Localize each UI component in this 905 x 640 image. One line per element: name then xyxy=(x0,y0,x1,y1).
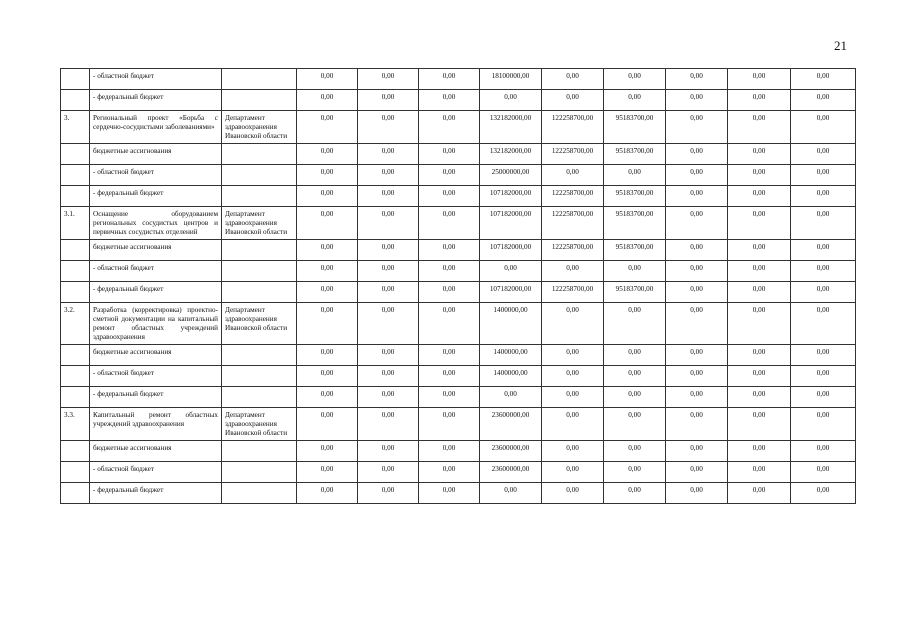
row-number-cell: 3.1. xyxy=(61,207,90,240)
row-number-cell xyxy=(61,345,90,366)
table-row-subitem xyxy=(61,90,856,111)
value-cell: 0,00 xyxy=(791,144,856,165)
value-cell: 95183700,00 xyxy=(604,207,666,240)
value-cell: 0,00 xyxy=(480,261,542,282)
value-cell: 0,00 xyxy=(791,303,856,345)
value-cell: 0,00 xyxy=(728,165,791,186)
value-cell: 23600000,00 xyxy=(480,408,542,441)
value-cell: 0,00 xyxy=(358,261,419,282)
table-row-subitem xyxy=(61,165,856,186)
value-cell: 0,00 xyxy=(666,282,728,303)
table-row-item xyxy=(61,111,856,144)
value-cell: 0,00 xyxy=(728,282,791,303)
value-cell: 0,00 xyxy=(791,207,856,240)
value-cell: 0,00 xyxy=(666,207,728,240)
table-row-subitem xyxy=(61,483,856,504)
value-cell: 0,00 xyxy=(666,261,728,282)
value-cell: 0,00 xyxy=(666,441,728,462)
value-cell: 0,00 xyxy=(728,441,791,462)
value-cell: 0,00 xyxy=(791,261,856,282)
value-cell: 0,00 xyxy=(728,483,791,504)
value-cell: 0,00 xyxy=(791,462,856,483)
executor-cell xyxy=(222,240,297,261)
executor-cell xyxy=(222,69,297,90)
table-row-subitem xyxy=(61,186,856,207)
row-number-cell xyxy=(61,69,90,90)
value-cell: 25000000,00 xyxy=(480,165,542,186)
row-number-cell xyxy=(61,186,90,207)
executor-cell xyxy=(222,90,297,111)
value-cell: 0,00 xyxy=(728,303,791,345)
value-cell: 0,00 xyxy=(666,144,728,165)
row-name-cell: - областной бюджет xyxy=(90,462,222,483)
row-name-cell: - федеральный бюджет xyxy=(90,186,222,207)
value-cell: 107182000,00 xyxy=(480,207,542,240)
page-number: 21 xyxy=(834,38,847,53)
value-cell: 0,00 xyxy=(604,387,666,408)
row-number-cell xyxy=(61,282,90,303)
executor-cell: Департамент здравоохранения Ивановской области xyxy=(222,408,297,441)
value-cell: 0,00 xyxy=(542,387,604,408)
value-cell: 0,00 xyxy=(297,261,358,282)
value-cell: 0,00 xyxy=(358,69,419,90)
value-cell: 0,00 xyxy=(728,90,791,111)
value-cell: 0,00 xyxy=(728,111,791,144)
value-cell: 0,00 xyxy=(358,90,419,111)
value-cell: 0,00 xyxy=(358,387,419,408)
table-row-subitem xyxy=(61,69,856,90)
value-cell: 0,00 xyxy=(728,387,791,408)
row-number-cell xyxy=(61,441,90,462)
value-cell: 0,00 xyxy=(480,483,542,504)
value-cell: 0,00 xyxy=(728,207,791,240)
value-cell: 0,00 xyxy=(604,462,666,483)
value-cell: 0,00 xyxy=(419,240,480,261)
value-cell: 0,00 xyxy=(480,90,542,111)
value-cell: 0,00 xyxy=(666,345,728,366)
value-cell: 0,00 xyxy=(791,186,856,207)
value-cell: 0,00 xyxy=(542,441,604,462)
value-cell: 0,00 xyxy=(297,186,358,207)
value-cell: 0,00 xyxy=(666,186,728,207)
value-cell: 0,00 xyxy=(542,69,604,90)
row-name-cell: бюджетные ассигнования xyxy=(90,345,222,366)
value-cell: 0,00 xyxy=(419,186,480,207)
value-cell: 0,00 xyxy=(791,345,856,366)
value-cell: 0,00 xyxy=(358,240,419,261)
table-row-item xyxy=(61,303,856,345)
table-row-subitem xyxy=(61,144,856,165)
value-cell: 0,00 xyxy=(728,462,791,483)
row-name-cell: - федеральный бюджет xyxy=(90,387,222,408)
executor-cell xyxy=(222,462,297,483)
value-cell: 0,00 xyxy=(419,261,480,282)
value-cell: 95183700,00 xyxy=(604,240,666,261)
row-name-cell: бюджетные ассигнования xyxy=(90,240,222,261)
value-cell: 23600000,00 xyxy=(480,462,542,483)
value-cell: 0,00 xyxy=(791,240,856,261)
executor-cell xyxy=(222,165,297,186)
row-name-cell: Региональный проект «Борьба с сердечно-сосудистыми заболеваниями» xyxy=(90,111,222,144)
row-number-cell: 3. xyxy=(61,111,90,144)
value-cell: 107182000,00 xyxy=(480,240,542,261)
value-cell: 122258700,00 xyxy=(542,282,604,303)
value-cell: 122258700,00 xyxy=(542,207,604,240)
value-cell: 0,00 xyxy=(358,144,419,165)
value-cell: 1400000,00 xyxy=(480,345,542,366)
value-cell: 0,00 xyxy=(728,261,791,282)
value-cell: 0,00 xyxy=(419,144,480,165)
value-cell: 0,00 xyxy=(666,111,728,144)
value-cell: 0,00 xyxy=(419,345,480,366)
value-cell: 0,00 xyxy=(542,462,604,483)
value-cell: 95183700,00 xyxy=(604,186,666,207)
value-cell: 0,00 xyxy=(604,90,666,111)
value-cell: 122258700,00 xyxy=(542,240,604,261)
value-cell: 0,00 xyxy=(297,483,358,504)
value-cell: 0,00 xyxy=(542,165,604,186)
value-cell: 1400000,00 xyxy=(480,366,542,387)
value-cell: 0,00 xyxy=(666,240,728,261)
value-cell: 122258700,00 xyxy=(542,111,604,144)
value-cell: 1400000,00 xyxy=(480,303,542,345)
table-row-subitem xyxy=(61,261,856,282)
table-row-subitem xyxy=(61,387,856,408)
value-cell: 0,00 xyxy=(604,441,666,462)
row-name-cell: - областной бюджет xyxy=(90,69,222,90)
value-cell: 0,00 xyxy=(666,462,728,483)
value-cell: 0,00 xyxy=(419,303,480,345)
value-cell: 0,00 xyxy=(791,69,856,90)
value-cell: 0,00 xyxy=(480,387,542,408)
value-cell: 0,00 xyxy=(604,345,666,366)
value-cell: 0,00 xyxy=(604,408,666,441)
value-cell: 0,00 xyxy=(297,303,358,345)
executor-cell xyxy=(222,261,297,282)
value-cell: 0,00 xyxy=(791,483,856,504)
value-cell: 0,00 xyxy=(791,366,856,387)
value-cell: 0,00 xyxy=(542,408,604,441)
value-cell: 0,00 xyxy=(358,282,419,303)
value-cell: 0,00 xyxy=(728,366,791,387)
value-cell: 0,00 xyxy=(419,408,480,441)
value-cell: 0,00 xyxy=(542,90,604,111)
value-cell: 0,00 xyxy=(358,462,419,483)
executor-cell xyxy=(222,186,297,207)
value-cell: 0,00 xyxy=(666,69,728,90)
value-cell: 0,00 xyxy=(542,261,604,282)
value-cell: 122258700,00 xyxy=(542,186,604,207)
executor-cell xyxy=(222,345,297,366)
value-cell: 0,00 xyxy=(666,408,728,441)
value-cell: 0,00 xyxy=(297,240,358,261)
value-cell: 0,00 xyxy=(666,165,728,186)
row-name-cell: - областной бюджет xyxy=(90,165,222,186)
value-cell: 0,00 xyxy=(728,345,791,366)
value-cell: 0,00 xyxy=(542,345,604,366)
value-cell: 0,00 xyxy=(297,69,358,90)
value-cell: 0,00 xyxy=(358,165,419,186)
value-cell: 23600000,00 xyxy=(480,441,542,462)
value-cell: 0,00 xyxy=(542,483,604,504)
table-row-item xyxy=(61,207,856,240)
value-cell: 0,00 xyxy=(604,303,666,345)
row-number-cell xyxy=(61,165,90,186)
value-cell: 0,00 xyxy=(297,441,358,462)
executor-cell xyxy=(222,387,297,408)
value-cell: 0,00 xyxy=(419,207,480,240)
executor-cell: Департамент здравоохранения Ивановской области xyxy=(222,111,297,144)
value-cell: 0,00 xyxy=(604,366,666,387)
row-number-cell xyxy=(61,483,90,504)
value-cell: 0,00 xyxy=(358,408,419,441)
row-name-cell: - федеральный бюджет xyxy=(90,282,222,303)
value-cell: 0,00 xyxy=(358,207,419,240)
value-cell: 132182000,00 xyxy=(480,111,542,144)
row-name-cell: Разработка (корректировка) проектно-сметной документации на капитальный ремонт областных учреждений здравоохранения xyxy=(90,303,222,345)
value-cell: 0,00 xyxy=(791,441,856,462)
row-number-cell xyxy=(61,240,90,261)
value-cell: 0,00 xyxy=(419,483,480,504)
table-row-subitem xyxy=(61,345,856,366)
value-cell: 95183700,00 xyxy=(604,144,666,165)
table-row-subitem xyxy=(61,240,856,261)
row-name-cell: - федеральный бюджет xyxy=(90,483,222,504)
value-cell: 0,00 xyxy=(419,282,480,303)
value-cell: 0,00 xyxy=(419,366,480,387)
value-cell: 0,00 xyxy=(666,387,728,408)
value-cell: 95183700,00 xyxy=(604,282,666,303)
budget-table xyxy=(60,68,856,504)
value-cell: 0,00 xyxy=(666,483,728,504)
value-cell: 0,00 xyxy=(604,483,666,504)
table-row-item xyxy=(61,408,856,441)
value-cell: 18100000,00 xyxy=(480,69,542,90)
value-cell: 0,00 xyxy=(358,111,419,144)
row-name-cell: Капитальный ремонт областных учреждений здравоохранения xyxy=(90,408,222,441)
table-row-subitem xyxy=(61,282,856,303)
value-cell: 0,00 xyxy=(297,144,358,165)
value-cell: 0,00 xyxy=(419,111,480,144)
row-number-cell xyxy=(61,261,90,282)
value-cell: 0,00 xyxy=(791,90,856,111)
row-number-cell xyxy=(61,144,90,165)
value-cell: 0,00 xyxy=(419,462,480,483)
value-cell: 0,00 xyxy=(297,462,358,483)
value-cell: 0,00 xyxy=(358,441,419,462)
value-cell: 107182000,00 xyxy=(480,282,542,303)
table-row-subitem xyxy=(61,366,856,387)
value-cell: 0,00 xyxy=(297,165,358,186)
value-cell: 0,00 xyxy=(297,111,358,144)
value-cell: 0,00 xyxy=(542,366,604,387)
value-cell: 0,00 xyxy=(297,90,358,111)
value-cell: 0,00 xyxy=(419,441,480,462)
value-cell: 0,00 xyxy=(791,282,856,303)
executor-cell xyxy=(222,144,297,165)
value-cell: 0,00 xyxy=(728,186,791,207)
executor-cell xyxy=(222,366,297,387)
value-cell: 0,00 xyxy=(297,366,358,387)
value-cell: 0,00 xyxy=(419,387,480,408)
executor-cell: Департамент здравоохранения Ивановской области xyxy=(222,303,297,345)
value-cell: 0,00 xyxy=(604,165,666,186)
value-cell: 0,00 xyxy=(358,186,419,207)
row-number-cell xyxy=(61,366,90,387)
row-name-cell: бюджетные ассигнования xyxy=(90,144,222,165)
value-cell: 0,00 xyxy=(419,90,480,111)
value-cell: 0,00 xyxy=(297,345,358,366)
value-cell: 0,00 xyxy=(604,261,666,282)
value-cell: 0,00 xyxy=(419,165,480,186)
value-cell: 0,00 xyxy=(297,387,358,408)
value-cell: 0,00 xyxy=(604,69,666,90)
value-cell: 0,00 xyxy=(358,366,419,387)
row-name-cell: - федеральный бюджет xyxy=(90,90,222,111)
value-cell: 122258700,00 xyxy=(542,144,604,165)
value-cell: 0,00 xyxy=(728,408,791,441)
value-cell: 0,00 xyxy=(358,345,419,366)
row-number-cell: 3.3. xyxy=(61,408,90,441)
value-cell: 0,00 xyxy=(666,366,728,387)
executor-cell xyxy=(222,441,297,462)
value-cell: 0,00 xyxy=(728,144,791,165)
value-cell: 0,00 xyxy=(358,303,419,345)
row-number-cell xyxy=(61,90,90,111)
table-row-subitem xyxy=(61,441,856,462)
value-cell: 0,00 xyxy=(728,240,791,261)
row-number-cell: 3.2. xyxy=(61,303,90,345)
row-name-cell: - областной бюджет xyxy=(90,261,222,282)
value-cell: 0,00 xyxy=(791,408,856,441)
executor-cell: Департамент здравоохранения Ивановской области xyxy=(222,207,297,240)
value-cell: 0,00 xyxy=(419,69,480,90)
value-cell: 0,00 xyxy=(297,408,358,441)
value-cell: 0,00 xyxy=(791,165,856,186)
row-name-cell: бюджетные ассигнования xyxy=(90,441,222,462)
value-cell: 0,00 xyxy=(791,387,856,408)
value-cell: 0,00 xyxy=(791,111,856,144)
row-name-cell: Оснащение оборудованием региональных сосудистых центров и первичных сосудистых отделений xyxy=(90,207,222,240)
value-cell: 0,00 xyxy=(666,90,728,111)
table-row-subitem xyxy=(61,462,856,483)
value-cell: 0,00 xyxy=(297,282,358,303)
value-cell: 0,00 xyxy=(358,483,419,504)
executor-cell xyxy=(222,483,297,504)
executor-cell xyxy=(222,282,297,303)
value-cell: 107182000,00 xyxy=(480,186,542,207)
row-number-cell xyxy=(61,387,90,408)
value-cell: 0,00 xyxy=(542,303,604,345)
value-cell: 0,00 xyxy=(666,303,728,345)
row-number-cell xyxy=(61,462,90,483)
value-cell: 0,00 xyxy=(297,207,358,240)
value-cell: 95183700,00 xyxy=(604,111,666,144)
value-cell: 0,00 xyxy=(728,69,791,90)
value-cell: 132182000,00 xyxy=(480,144,542,165)
row-name-cell: - областной бюджет xyxy=(90,366,222,387)
